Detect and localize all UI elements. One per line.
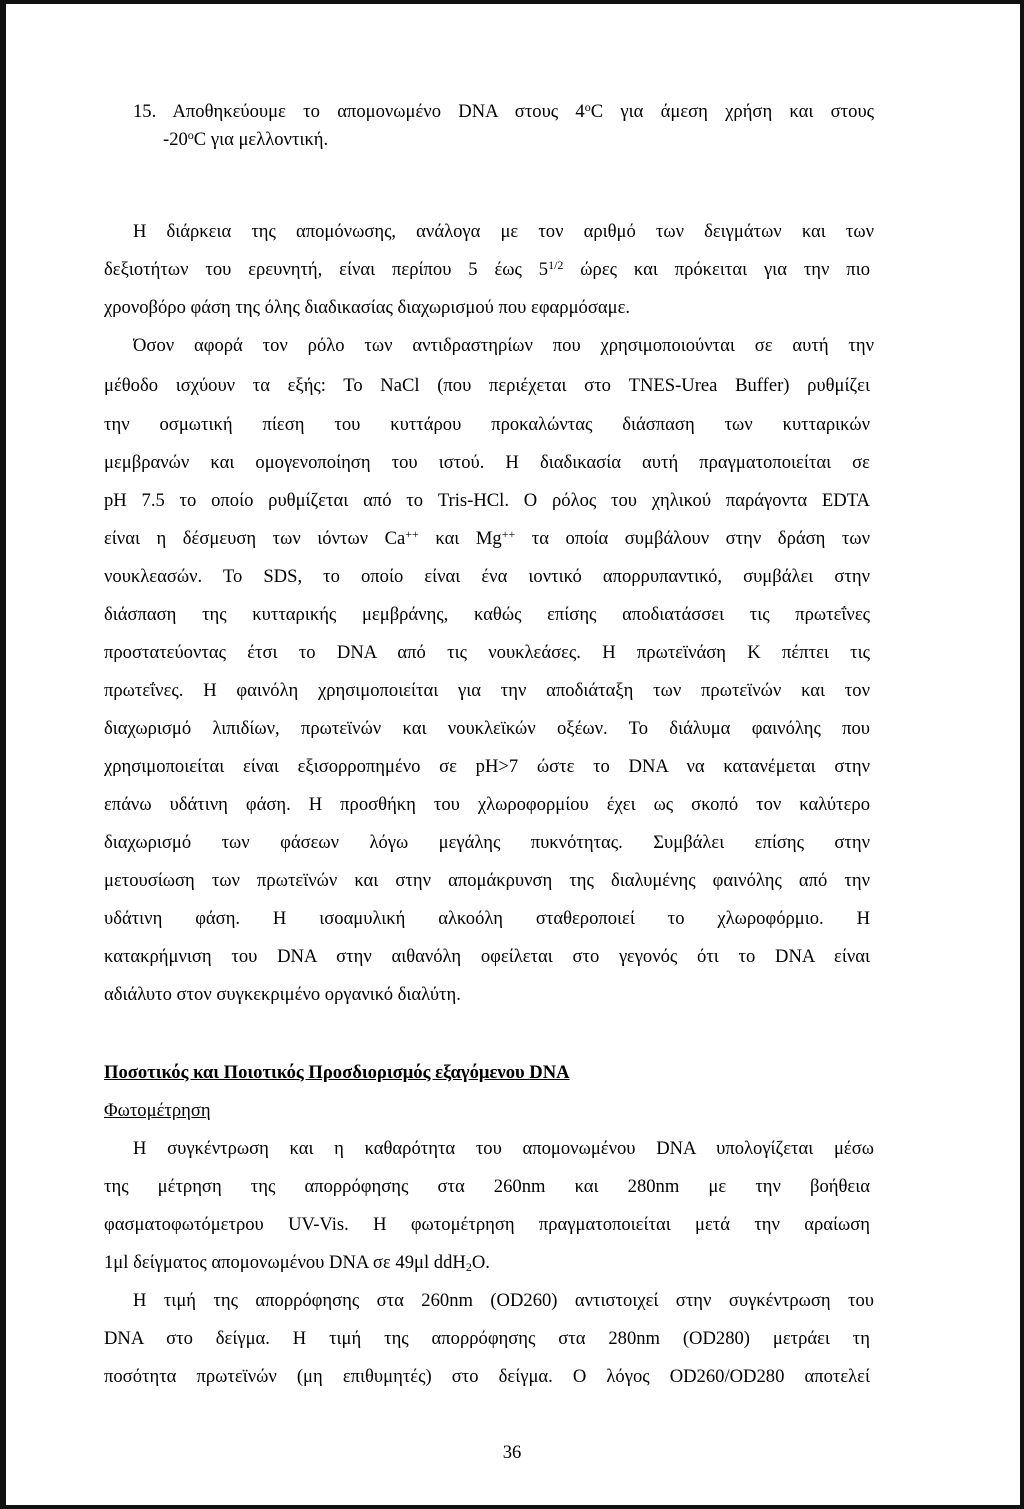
- para2-line-2: μέθοδο ισχύουν τα εξής: Το NaCl (που περιέχεται στο TNES-Urea Buffer) ρυθμίζει: [104, 375, 870, 396]
- para2-line-13: επάνω υδάτινη φάση. Η προσθήκη του χλωροφορμίου έχει ως σκοπό τον καλύτερο: [104, 794, 870, 815]
- para2-line-1: Όσον αφορά τον ρόλο των αντιδραστηρίων που χρησιμοποιούνται σε αυτή την: [133, 335, 874, 356]
- para2-line-17: κατακρήμνιση του DNA στην αιθανόλη οφείλεται στο γεγονός ότι το DNA είναι: [104, 946, 870, 967]
- para4-line-1: Η τιμή της απορρόφησης στα 260nm (OD260) αντιστοιχεί στην συγκέντρωση του: [133, 1290, 874, 1311]
- para2-line-18: αδιάλυτο στον συγκεκριμένο οργανικό διαλύτη.: [104, 984, 461, 1005]
- para3-line-4: 1μl δείγματος απομονωμένου DNA σε 49μl ddH$_2$O.: [104, 1252, 490, 1274]
- section-subheading: Φωτομέτρηση: [104, 1100, 211, 1121]
- para2-line-7: νουκλεασών. Το SDS, το οποίο είναι ένα ιοντικό απορρυπαντικό, συμβάλει στην: [104, 566, 870, 587]
- para2-line-3: την οσμωτική πίεση του κυττάρου προκαλώντας διάσπαση των κυτταρικών: [104, 414, 870, 435]
- para2-line-11: διαχωρισμό λιπιδίων, πρωτεϊνών και νουκλεϊκών οξέων. Το διάλυμα φαινόλης που: [104, 718, 870, 739]
- para2-line-6: είναι η δέσμευση των ιόντων Ca++ και Mg++ τα οποία συμβάλουν στην δράση των: [104, 527, 870, 549]
- para2-line-12: χρησιμοποιείται είναι εξισορροπημένο σε pH>7 ώστε το DNA να κατανέμεται στην: [104, 756, 870, 777]
- page-number: 36: [502, 1442, 522, 1463]
- para4-line-3: ποσότητα πρωτεϊνών (μη επιθυμητές) στο δείγμα. Ο λόγος OD260/OD280 αποτελεί: [104, 1366, 870, 1387]
- section-heading: Ποσοτικός και Ποιοτικός Προσδιορισμός εξαγόμενου DNA: [104, 1062, 570, 1083]
- para4-line-2: DNA στο δείγμα. Η τιμή της απορρόφησης στα 280nm (OD280) μετράει τη: [104, 1328, 870, 1349]
- para3-line-2: της μέτρηση της απορρόφησης στα 260nm και 280nm με την βοήθεια: [104, 1176, 870, 1197]
- para2-line-4: μεμβρανών και ομογενοποίηση του ιστού. Η διαδικασία αυτή πραγματοποιείται σε: [104, 452, 870, 473]
- item-15-line-2: $-20^oC$ για μελλοντική.: [163, 128, 329, 150]
- para2-line-14: διαχωρισμό των φάσεων λόγω μεγάλης πυκνότητας. Συμβάλει επίσης στην: [104, 832, 870, 853]
- item-15-line-1: 15. Αποθηκεύουμε το απομονωμένο DNA στους $4^oC$ για άμεση χρήση και στους: [133, 100, 874, 122]
- scan-edge-top: [0, 0, 1024, 4]
- para2-line-9: προστατεύοντας έτσι το DNA από τις νουκλεάσες. Η πρωτεϊνάση Κ πέπτει τις: [104, 642, 870, 663]
- para2-line-5: pH 7.5 το οποίο ρυθμίζεται από το Tris-HCl. Ο ρόλος του χηλικού παράγοντα EDTA: [104, 490, 870, 511]
- para1-line-1: Η διάρκεια της απομόνωσης, ανάλογα με τον αριθμό των δειγμάτων και των: [133, 221, 874, 242]
- para2-line-10: πρωτεΐνες. Η φαινόλη χρησιμοποιείται για την αποδιάταξη των πρωτεϊνών και τον: [104, 680, 870, 701]
- para3-line-1: Η συγκέντρωση και η καθαρότητα του απομονωμένου DNA υπολογίζεται μέσω: [133, 1138, 874, 1159]
- scan-edge-left: [0, 0, 6, 1509]
- para2-line-15: μετουσίωση των πρωτεϊνών και στην απομάκρυνση της διαλυμένης φαινόλης από την: [104, 870, 870, 891]
- para2-line-8: διάσπαση της κυτταρικής μεμβράνης, καθώς επίσης αποδιατάσσει τις πρωτεΐνες: [104, 604, 870, 625]
- para2-line-16: υδάτινη φάση. Η ισοαμυλική αλκοόλη σταθεροποιεί το χλωροφόρμιο. Η: [104, 908, 870, 929]
- para1-line-3: χρονοβόρο φάση της όλης διαδικασίας διαχωρισμού που εφαρμόσαμε.: [104, 297, 631, 318]
- scan-edge-bottom: [0, 1505, 1024, 1509]
- para3-line-3: φασματοφωτόμετρου UV-Vis. Η φωτομέτρηση πραγματοποιείται μετά την αραίωση: [104, 1214, 870, 1235]
- scan-edge-right: [1020, 0, 1024, 1509]
- para1-line-2: δεξιοτήτων του ερευνητή, είναι περίπου 5 έως $5^{1/2}$ ώρες και πρόκειται για την πιο: [104, 258, 870, 280]
